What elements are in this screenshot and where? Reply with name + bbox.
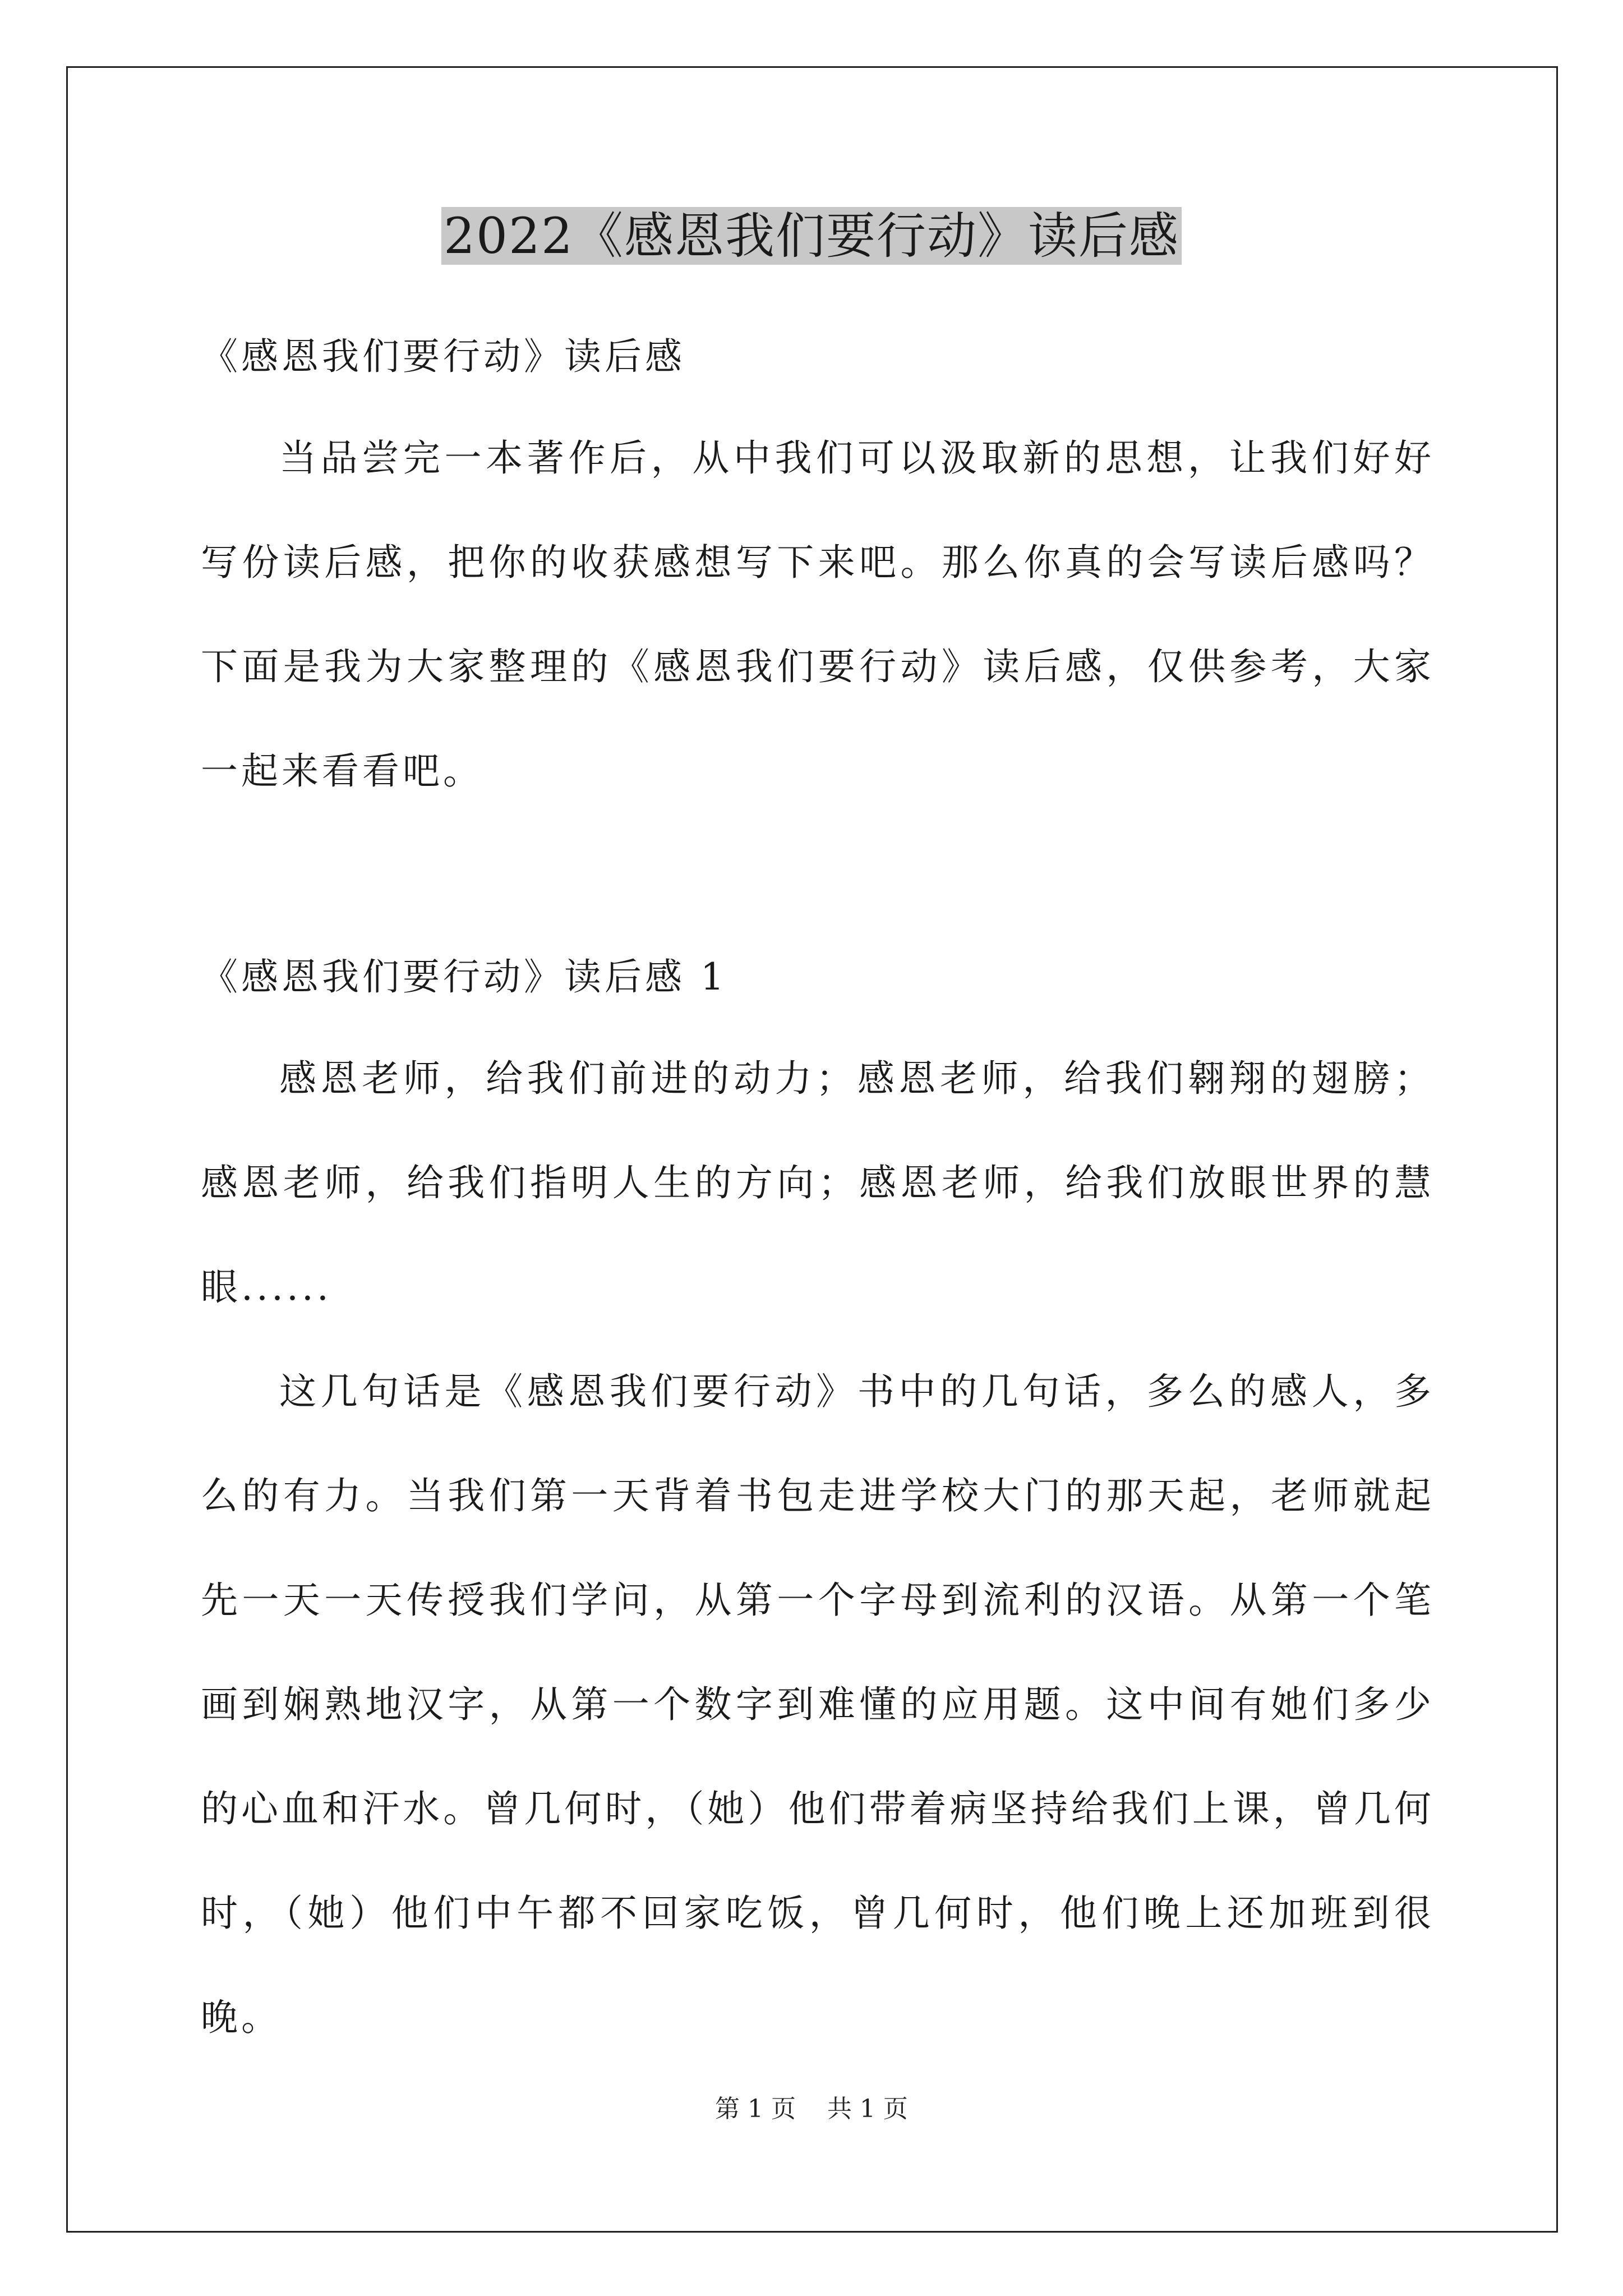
document-body <box>201 307 1435 2070</box>
section1-paragraph-2: 这几句话是《感恩我们要行动》书中的几句话，多么的感人，多么的有力。当我们第一天背着书包走进学校大门的那天起，老师就起先一天一天传授我们学问，从第一个字母到流利的汉语。从第一个笔画到娴熟地汉字，从第一个数字到难懂的应用题。这中间有她们多少的心血和汗水。曾几何时，（她）他们带着病坚持给我们上课，曾几何时，（她）他们中午都不回家吃饭，曾几何时，他们晚上还加班到很晚。 <box>201 1370 1435 2039</box>
section1-heading: 《感恩我们要行动》读后感 1 <box>201 955 727 999</box>
section-spacer <box>201 823 1435 928</box>
page-footer: 第 1 页 共 1 页 <box>715 2095 908 2123</box>
document-title <box>0 200 1623 273</box>
intro-heading: 《感恩我们要行动》读后感 <box>201 335 685 378</box>
intro-paragraph: 当品尝完一本著作后，从中我们可以汲取新的思想，让我们好好写份读后感，把你的收获感想写下来吧。那么你真的会写读后感吗？下面是我为大家整理的《感恩我们要行动》读后感，仅供参考，大家一起来看看吧。 <box>201 436 1435 793</box>
section1-paragraph-1: 感恩老师，给我们前进的动力；感恩老师，给我们翱翔的翅膀；感恩老师，给我们指明人生的方向；感恩老师，给我们放眼世界的慧眼...... <box>201 1057 1435 1309</box>
document-title-text: 2022《感恩我们要行动》读后感 <box>441 207 1182 265</box>
